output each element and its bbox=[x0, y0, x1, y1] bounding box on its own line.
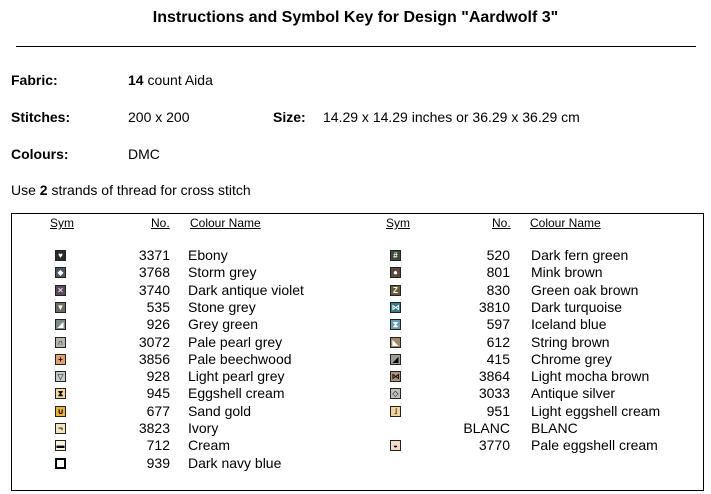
header-sym-right: Sym bbox=[386, 216, 410, 230]
colour-name: Dark fern green bbox=[531, 247, 629, 263]
stitch-symbol-icon: ◇ bbox=[390, 388, 401, 399]
dmc-number: 951 bbox=[486, 402, 510, 419]
stitch-symbol-icon: ◒ bbox=[390, 440, 401, 451]
stitch-symbol-icon: ◢ bbox=[390, 354, 401, 365]
title-divider bbox=[16, 46, 696, 47]
dmc-number: 801 bbox=[486, 264, 510, 281]
stitch-symbol-icon: ¬ bbox=[55, 423, 66, 434]
colour-name: Antique silver bbox=[531, 385, 616, 402]
colour-name: Green oak brown bbox=[531, 281, 639, 298]
dmc-number: 3371 bbox=[138, 247, 170, 263]
colour-name: Mink brown bbox=[531, 264, 603, 281]
stitch-symbol-icon: ▬ bbox=[56, 441, 65, 451]
colour-name: Light pearl grey bbox=[188, 368, 285, 385]
colour-name: Storm grey bbox=[188, 264, 257, 281]
header-colour-name-left: Colour Name bbox=[190, 216, 261, 230]
dmc-number: 597 bbox=[486, 316, 510, 333]
dmc-number: 3864 bbox=[478, 368, 510, 385]
colour-name: Grey green bbox=[188, 316, 259, 333]
header-sym-left: Sym bbox=[50, 216, 74, 230]
stitch-symbol-icon: ♥ bbox=[55, 250, 66, 261]
colour-name: Stone grey bbox=[188, 298, 256, 315]
dmc-number: 415 bbox=[486, 350, 510, 367]
dmc-number: 677 bbox=[146, 402, 170, 419]
colour-name: Dark turquoise bbox=[531, 298, 623, 315]
dmc-number: 3823 bbox=[138, 420, 170, 436]
fabric-type: count Aida bbox=[143, 72, 213, 88]
dmc-number: 3810 bbox=[478, 298, 510, 315]
colour-name: Cream bbox=[188, 437, 231, 454]
colour-name: String brown bbox=[531, 333, 610, 350]
stitch-symbol-icon: ∩ bbox=[55, 337, 66, 348]
instructions-pre: Use bbox=[11, 182, 40, 198]
stitch-instructions bbox=[11, 182, 251, 198]
stitch-symbol-icon: + bbox=[55, 354, 66, 365]
colour-name: Eggshell cream bbox=[188, 385, 285, 402]
colour-name: BLANC bbox=[531, 420, 578, 436]
fabric-value bbox=[128, 72, 213, 88]
stitch-symbol-icon: ⋈ bbox=[391, 302, 400, 312]
fabric-label: Fabric: bbox=[11, 72, 58, 88]
dmc-number: 939 bbox=[146, 454, 170, 471]
page-title: Instructions and Symbol Key for Design "Aardwolf 3" bbox=[152, 9, 559, 26]
colours-label: Colours: bbox=[11, 146, 69, 162]
stitch-symbol-icon: ▽ bbox=[55, 371, 66, 382]
colour-name: Light mocha brown bbox=[531, 368, 650, 385]
stitch-symbol-icon bbox=[55, 458, 66, 469]
colours-value: DMC bbox=[128, 146, 160, 162]
header-no-right: No. bbox=[492, 216, 511, 230]
stitch-symbol-icon: ⧗ bbox=[390, 319, 401, 330]
stitch-symbol-icon: ◢ bbox=[55, 319, 66, 330]
stitch-symbol-icon: ⋈ bbox=[391, 372, 400, 382]
dmc-number: 520 bbox=[486, 247, 510, 263]
colour-name: Light eggshell cream bbox=[531, 402, 661, 419]
header-colour-name-right: Colour Name bbox=[530, 216, 601, 230]
size-value: 14.29 x 14.29 inches or 36.29 x 36.29 cm bbox=[323, 109, 580, 125]
fabric-count: 14 bbox=[128, 72, 144, 88]
stitch-symbol-icon: ∪ bbox=[55, 406, 66, 417]
dmc-number: BLANC bbox=[463, 420, 510, 436]
stitch-symbol-icon: ˩ bbox=[390, 406, 401, 417]
stitch-symbol-icon: ✕ bbox=[55, 285, 66, 296]
stitch-symbol-icon: Z bbox=[390, 285, 401, 296]
colour-name: Pale eggshell cream bbox=[531, 437, 658, 454]
instructions-post: strands of thread for cross stitch bbox=[47, 182, 251, 198]
stitch-symbol-icon: ▼ bbox=[56, 302, 65, 312]
stitches-value: 200 x 200 bbox=[128, 109, 190, 125]
stitches-label: Stitches: bbox=[11, 109, 71, 125]
colour-name: Dark antique violet bbox=[188, 281, 304, 298]
stitch-symbol-icon: ⧗ bbox=[55, 388, 66, 399]
dmc-number: 945 bbox=[146, 385, 170, 402]
colour-name: Pale beechwood bbox=[188, 350, 292, 367]
colour-name: Dark navy blue bbox=[188, 454, 282, 471]
dmc-number: 3033 bbox=[478, 385, 510, 402]
dmc-number: 3856 bbox=[138, 350, 170, 367]
stitch-symbol-icon: ◣ bbox=[390, 337, 401, 348]
colour-name: Ebony bbox=[188, 247, 228, 263]
dmc-number: 928 bbox=[146, 368, 170, 385]
colour-name: Sand gold bbox=[188, 402, 252, 419]
header-no-left: No. bbox=[151, 216, 170, 230]
dmc-number: 3768 bbox=[138, 264, 170, 281]
colour-name: Pale pearl grey bbox=[188, 333, 283, 350]
dmc-number: 3072 bbox=[138, 333, 170, 350]
dmc-number: 830 bbox=[486, 281, 510, 298]
dmc-number: 3740 bbox=[138, 281, 170, 298]
dmc-number: 3770 bbox=[478, 437, 510, 454]
dmc-number: 535 bbox=[146, 298, 170, 315]
size-label: Size: bbox=[273, 109, 306, 125]
dmc-number: 926 bbox=[146, 316, 170, 333]
colour-name: Ivory bbox=[188, 420, 219, 436]
dmc-number: 712 bbox=[146, 437, 170, 454]
colour-name: Chrome grey bbox=[531, 350, 612, 367]
dmc-number: 612 bbox=[486, 333, 510, 350]
stitch-symbol-icon: # bbox=[390, 250, 401, 261]
strand-count: 2 bbox=[39, 182, 48, 198]
colour-name: Iceland blue bbox=[531, 316, 607, 333]
stitch-symbol-icon: ◆ bbox=[55, 267, 66, 278]
stitch-symbol-icon: ● bbox=[390, 267, 401, 278]
